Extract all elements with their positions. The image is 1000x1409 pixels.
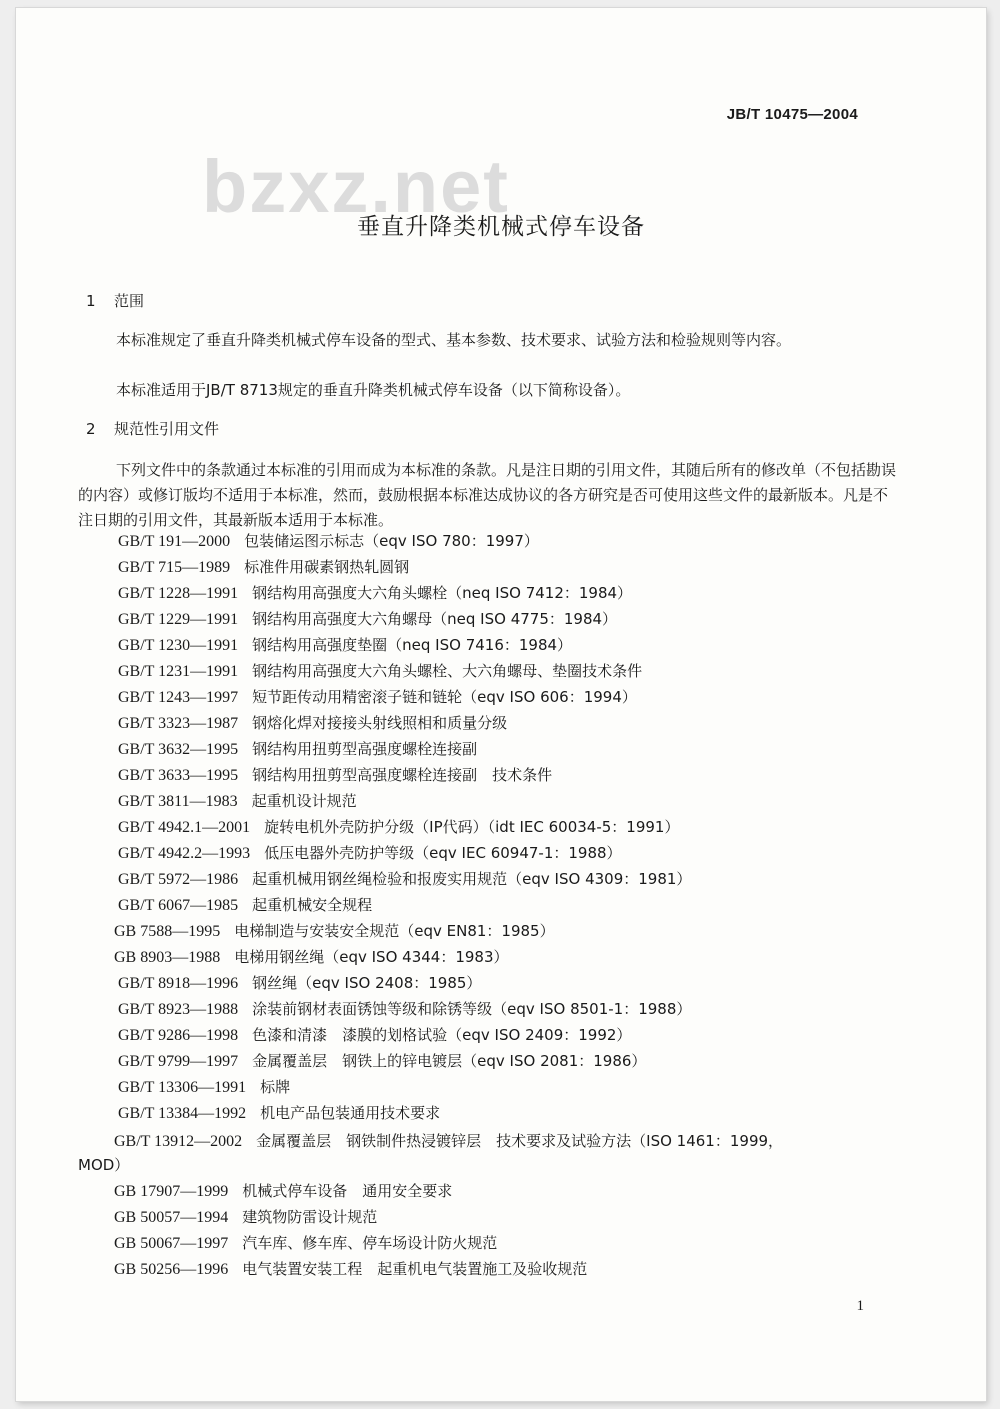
reference-title: 色漆和清漆 漆膜的划格试验（eqv ISO 2409：1992） [252,1026,632,1044]
reference-title: 机电产品包装通用技术要求 [260,1104,441,1122]
reference-item [114,946,509,967]
reference-code: GB/T 8918—1996 [118,975,239,992]
reference-item [118,894,372,915]
reference-title: 金属覆盖层 钢铁制件热浸镀锌层 技术要求及试验方法（ISO 1461：1999， [256,1132,784,1150]
reference-title: 机械式停车设备 通用安全要求 [242,1182,453,1200]
reference-item [118,634,572,655]
scope-paragraph-2: 本标准适用于JB/T 8713规定的垂直升降类机械式停车设备（以下简称设备）。 [116,381,631,399]
reference-code: GB 8903—1988 [114,949,221,966]
reference-item [118,1050,646,1071]
reference-item [118,556,409,577]
reference-title: 起重机械安全规程 [252,896,373,914]
reference-title: 标牌 [260,1078,291,1096]
reference-title: 短节距传动用精密滚子链和链轮（eqv ISO 606：1994） [252,688,637,706]
reference-title: 电梯制造与安装安全规范（eqv EN81：1985） [234,922,555,940]
reference-code: GB/T 4942.2—1993 [118,845,251,862]
reference-title: 电梯用钢丝绳（eqv ISO 4344：1983） [234,948,509,966]
section-title: 范围 [114,292,145,310]
reference-code: GB/T 13384—1992 [118,1105,247,1122]
reference-title: 旋转电机外壳防护分级（IP代码）（idt IEC 60034-5：1991） [264,818,680,836]
reference-title: 钢结构用高强度大六角螺母（neq ISO 4775：1984） [252,610,618,628]
reference-title: 钢结构用高强度大六角头螺栓、大六角螺母、垫圈技术条件 [252,662,643,680]
reference-code: GB/T 4942.1—2001 [118,819,251,836]
reference-title: 钢结构用高强度垫圈（neq ISO 7416：1984） [252,636,573,654]
reference-item [118,530,539,551]
reference-code: GB/T 13912—2002 [114,1133,243,1150]
reference-code: GB 50067—1997 [114,1235,229,1252]
reference-code: GB 50057—1994 [114,1209,229,1226]
reference-title: MOD） [78,1156,130,1174]
reference-code: GB/T 1228—1991 [118,585,239,602]
reference-title: 包装储运图示标志（eqv ISO 780：1997） [244,532,539,550]
reference-title: 钢熔化焊对接接头射线照相和质量分级 [252,714,508,732]
section-title: 规范性引用文件 [114,420,220,438]
reference-title: 标准件用碳素钢热轧圆钢 [244,558,410,576]
reference-item [118,868,691,889]
reference-title: 建筑物防雷设计规范 [242,1208,378,1226]
reference-title: 起重机设计规范 [251,792,357,810]
reference-code: GB/T 1231—1991 [118,663,239,680]
reference-item [114,1180,452,1201]
reference-title: 起重机械用钢丝绳检验和报废实用规范（eqv ISO 4309：1981） [252,870,692,888]
normative-intro: 下列文件中的条款通过本标准的引用而成为本标准的条款。凡是注日期的引用文件，其随后所有的修改单（不包括勘误的内容）或修订版均不适用于本标准，然而，鼓励根据本标准达成协议的各方研究是否可使用这些文件的最新版本。凡是不注日期的引用文件，其最新版本适用于本标准。 [78,461,897,529]
reference-item [118,1076,290,1097]
reference-code: GB/T 1243—1997 [118,689,239,706]
reference-code: GB/T 6067—1985 [118,897,239,914]
reference-code: GB/T 3811—1983 [118,793,238,810]
reference-item [118,686,637,707]
page-number: 1 [856,1298,864,1314]
reference-title: 涂装前钢材表面锈蚀等级和除锈等级（eqv ISO 8501-1：1988） [252,1000,692,1018]
reference-item [118,998,691,1019]
reference-item [118,608,617,629]
reference-item [114,1232,497,1253]
reference-code: GB/T 3323—1987 [118,715,239,732]
reference-title: 金属覆盖层 钢铁上的锌电镀层（eqv ISO 2081：1986） [252,1052,647,1070]
reference-item [78,1154,129,1175]
reference-item [114,1130,783,1151]
reference-code: GB/T 13306—1991 [118,1079,247,1096]
reference-item [118,842,622,863]
reference-code: GB/T 715—1989 [118,559,231,576]
reference-item [118,790,357,811]
section-number: 1 [86,292,96,310]
document-page [16,8,986,1401]
reference-code: GB/T 5972—1986 [118,871,239,888]
reference-item [118,660,642,681]
standard-code: JB/T 10475—2004 [726,106,858,123]
reference-item [114,1206,377,1227]
reference-item [118,712,507,733]
reference-title: 低压电器外壳防护等级（eqv IEC 60947-1：1988） [264,844,622,862]
reference-title: 电气装置安装工程 起重机电气装置施工及验收规范 [242,1260,588,1278]
reference-code: GB 50256—1996 [114,1261,229,1278]
reference-title: 钢结构用扭剪型高强度螺栓连接副 [252,740,478,758]
reference-item [118,738,477,759]
reference-title: 钢丝绳（eqv ISO 2408：1985） [252,974,482,992]
reference-item [114,920,555,941]
section-heading-scope [86,290,144,311]
reference-item [118,816,679,837]
reference-code: GB/T 3633—1995 [118,767,239,784]
reference-code: GB 17907—1999 [114,1183,229,1200]
reference-item [118,582,632,603]
reference-code: GB/T 1230—1991 [118,637,239,654]
document-title: 垂直升降类机械式停车设备 [357,214,645,240]
reference-title: 钢结构用高强度大六角头螺栓（neq ISO 7412：1984） [252,584,633,602]
reference-item [114,1258,587,1279]
reference-item [118,972,481,993]
watermark: bzxz.net [202,145,510,228]
section-heading-normative [86,418,219,439]
section-number: 2 [86,420,96,438]
reference-code: GB/T 9799—1997 [118,1053,239,1070]
reference-code: GB/T 3632—1995 [118,741,239,758]
reference-code: GB/T 9286—1998 [118,1027,239,1044]
reference-code: GB 7588—1995 [114,923,221,940]
scope-paragraph-1: 本标准规定了垂直升降类机械式停车设备的型式、基本参数、技术要求、试验方法和检验规则等内容。 [116,331,792,349]
reference-code: GB/T 1229—1991 [118,611,239,628]
reference-code: GB/T 8923—1988 [118,1001,239,1018]
reference-item [118,764,552,785]
reference-title: 钢结构用扭剪型高强度螺栓连接副 技术条件 [252,766,553,784]
reference-item [118,1024,631,1045]
reference-item [118,1102,440,1123]
reference-title: 汽车库、修车库、停车场设计防火规范 [242,1234,498,1252]
reference-code: GB/T 191—2000 [118,533,231,550]
